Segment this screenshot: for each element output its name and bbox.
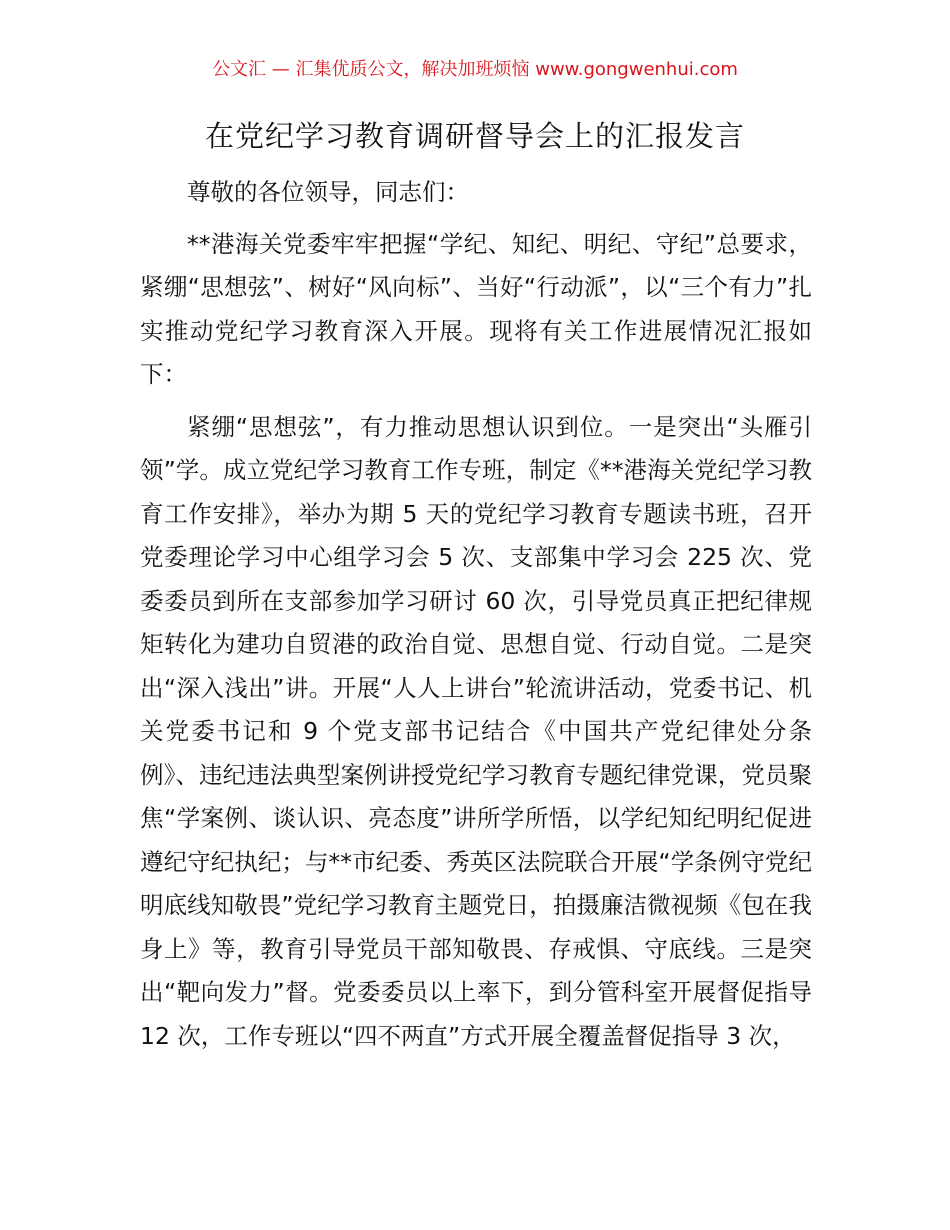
greeting: 尊敬的各位领导，同志们： bbox=[187, 178, 469, 206]
paragraph-main: 紧绷“思想弦”，有力推动思想认识到位。一是突出“头雁引领”学。成立党纪学习教育工作专班，制定《**港海关党纪学习教育工作安排》，举办为期 5 天的党纪学习教育专题读书班，召开党委理论学习中心组学习会 5 次、支部集中学习会 225 次、党委委员到所在支部参加学习研讨 60 次，引导党员真正把纪律规矩转化为建功自贸港的政治自觉、思想自觉、行动自觉。二是突出“深入浅出”讲。开展“人人上讲台”轮流讲活动，党委书记、机关党委书记和 9 个党支部书记结合《中国共产党纪律处分条例》、违纪违法典型案例讲授党纪学习教育专题纪律党课，党员聚焦“学案例、谈认识、亮态度”讲所学所悟，以学纪知纪明纪促进遵纪守纪执纪；与**市纪委、秀英区法院联合开展“学条例守党纪明底线知敬畏”党纪学习教育主题党日，拍摄廉洁微视频《包在我身上》等，教育引导党员干部知敬畏、存戒惧、守底线。三是突出“靶向发力”督。党委委员以上率下，到分管科室开展督促指导 12 次，工作专班以“四不两直”方式开展全覆盖督促指导 3 次， bbox=[140, 412, 812, 1050]
paragraph-intro: **港海关党委牢牢把握“学纪、知纪、明纪、守纪”总要求，紧绷“思想弦”、树好“风向标”、当好“行动派”，以“三个有力”扎实推动党纪学习教育深入开展。现将有关工作进展情况汇报如下： bbox=[140, 229, 812, 388]
site-banner: 公文汇 — 汇集优质公文，解决加班烦恼 www.gongwenhui.com bbox=[212, 59, 738, 80]
document-title: 在党纪学习教育调研督导会上的汇报发言 bbox=[204, 119, 745, 153]
document-body bbox=[140, 171, 812, 1058]
